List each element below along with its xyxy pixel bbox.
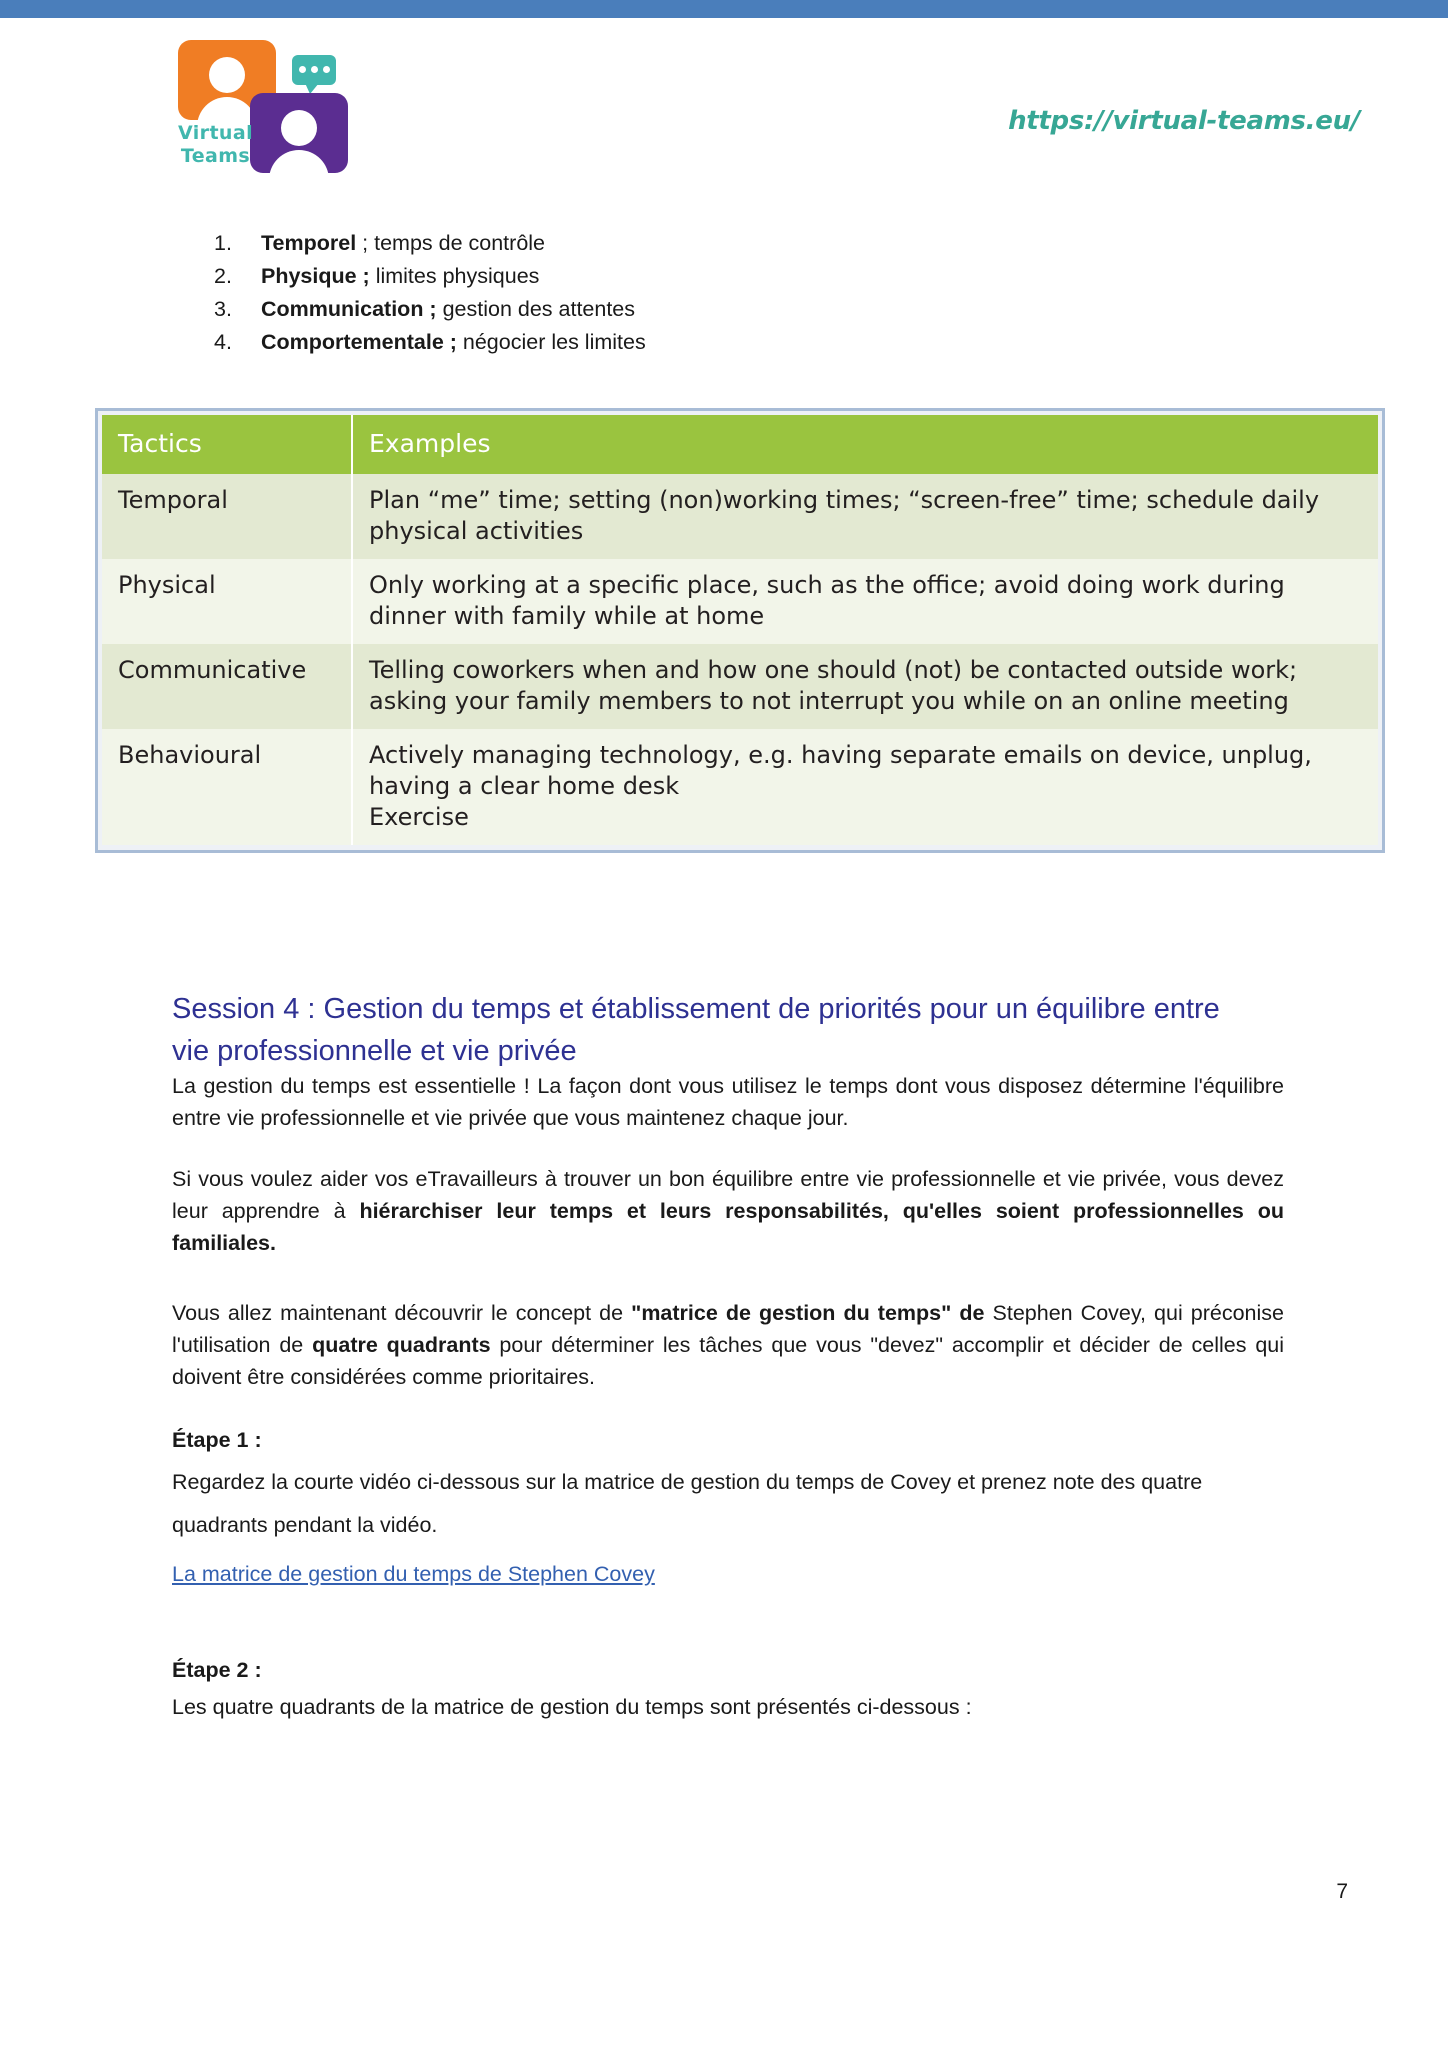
list-item-number: 3. [214,297,232,321]
logo-wordmark [168,122,263,168]
list-item [214,293,1114,326]
emphasis-text: hiérarchiser leur temps et leurs responsabilités, qu'elles soient professionnelles ou familiales. [172,1199,1284,1255]
logo-wordmark-line1: Virtual [178,122,253,144]
cell-example: Actively managing technology, e.g. having separate emails on device, unplug, having a clear home desk Exercise [352,729,1378,845]
list-item-term: Comportementale ; [261,330,457,354]
table-header-row [102,415,1378,474]
cell-tactic: Physical [102,559,352,644]
avatar-body-icon [269,150,329,173]
cell-tactic: Temporal [102,474,352,559]
column-header-examples: Examples [352,415,1378,474]
covey-matrix-video-link[interactable]: La matrice de gestion du temps de Stephen Covey [172,1562,655,1586]
list-item-number: 4. [214,330,232,354]
page-header [0,18,1448,183]
header-website-url[interactable]: https://virtual-teams.eu/ [1008,106,1360,136]
boundary-types-list [214,227,1114,359]
step-1-label: Étape 1 : [172,1428,262,1452]
session-heading: Session 4 : Gestion du temps et établissement de priorités pour un équilibre entre vie professionnelle et vie privée [172,993,1220,1067]
list-item-term: Temporel [261,231,357,255]
avatar-head-icon [281,110,317,146]
list-item [214,326,1114,359]
table-row [102,559,1378,644]
list-item-text: Communication ; gestion des attentes [261,297,636,321]
emphasis-text: "matrice de gestion du temps" de [631,1301,985,1325]
column-header-tactics: Tactics [102,415,352,474]
page-number: 7 [1336,1880,1348,1903]
chat-bubble-icon [292,55,336,85]
list-item-text: Temporel ; temps de contrôle [261,231,546,255]
list-item-text: Physique ; limites physiques [261,264,540,288]
list-item-term: Physique ; [261,264,370,288]
logo-wordmark-line2: Teams [180,145,251,167]
paragraph-step-2: Les quatre quadrants de la matrice de gestion du temps sont présentés ci-dessous : [172,1695,972,1719]
avatar-head-icon [209,57,245,93]
paragraph-intro: La gestion du temps est essentielle ! La façon dont vous utilisez le temps dont vous disposez détermine l'équilibre entre vie professionnelle et vie privée que vous maintenez chaque jour. [172,1074,1284,1130]
list-item-number: 1. [214,231,232,255]
list-item-term: Communication ; [261,297,437,321]
ellipsis-dots-icon [299,66,330,73]
list-item [214,227,1114,260]
table-row [102,729,1378,845]
cell-example: Plan “me” time; setting (non)working times; “screen-free” time; schedule daily physical activities [352,474,1378,559]
table-row [102,474,1378,559]
table-row [102,644,1378,729]
tactics-table [102,415,1378,845]
tactics-table-figure [95,408,1385,853]
emphasis-text: quatre quadrants [312,1333,491,1357]
cell-tactic: Behavioural [102,729,352,845]
top-accent-bar [0,0,1448,18]
cell-example: Telling coworkers when and how one should (not) be contacted outside work; asking your family members to not interrupt you while on an online meeting [352,644,1378,729]
virtual-teams-logo [168,40,353,172]
list-item [214,260,1114,293]
logo-purple-avatar-icon [250,93,348,173]
cell-example: Only working at a specific place, such as the office; avoid doing work during dinner with family while at home [352,559,1378,644]
paragraph-prioritize: Si vous voulez aider vos eTravailleurs à trouver un bon équilibre entre vie professionnelle et vie privée, vous devez leur apprendre à hiérarchiser leur temps et leurs responsabilités, qu'elles soient professionnelles ou familiales. [172,1167,1284,1255]
paragraph-step-1: Regardez la courte vidéo ci-dessous sur la matrice de gestion du temps de Covey et prenez note des quatre quadrants pendant la vidéo. [172,1470,1203,1537]
cell-tactic: Communicative [102,644,352,729]
paragraph-covey-matrix: Vous allez maintenant découvrir le concept de "matrice de gestion du temps" de Stephen Covey, qui préconise l'utilisation de quatre quadrants pour déterminer les tâches que vous "devez" accomplir et décider de celles qui doivent être considérées comme prioritaires. [172,1301,1285,1389]
list-item-text: Comportementale ; négocier les limites [261,330,646,354]
list-item-number: 2. [214,264,232,288]
step-2-label: Étape 2 : [172,1658,262,1682]
avatar-body-icon [197,97,257,120]
